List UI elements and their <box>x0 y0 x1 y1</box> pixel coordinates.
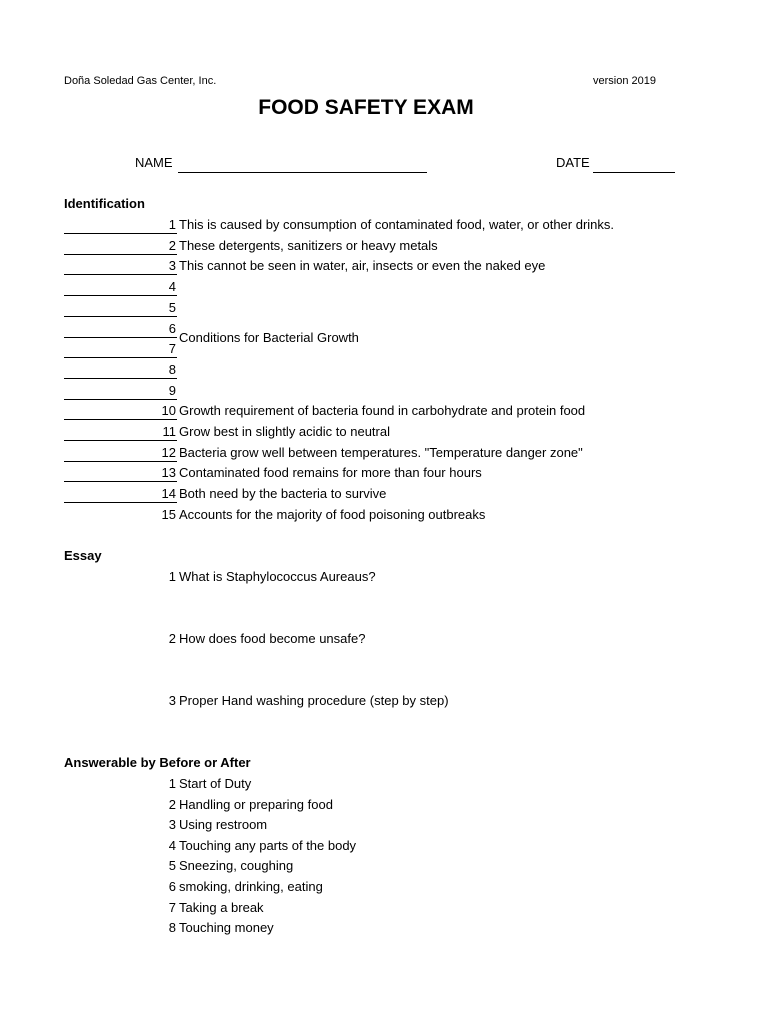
before-after-number: 7 <box>168 899 176 915</box>
item-text: Bacteria grow well between temperatures. "Temperature danger zone" <box>179 444 583 460</box>
name-label: NAME <box>135 155 173 170</box>
name-field[interactable] <box>178 172 427 173</box>
item-text: These detergents, sanitizers or heavy metals <box>179 237 438 253</box>
essay-question: How does food become unsafe? <box>179 631 366 646</box>
before-after-item: Using restroom <box>179 817 268 833</box>
essay-question: What is Staphylococcus Aureaus? <box>179 569 376 584</box>
answer-blank[interactable] <box>64 233 177 234</box>
before-after-number: 8 <box>168 920 176 936</box>
item-text: This is caused by consumption of contaminated food, water, or other drinks. <box>179 217 615 232</box>
version-label: version 2019 <box>593 75 656 87</box>
bacterial-growth-group-label: Conditions for Bacterial Growth <box>179 330 359 345</box>
answer-blank[interactable] <box>64 295 177 296</box>
answer-blank[interactable] <box>64 481 177 482</box>
before-after-number: 5 <box>168 858 176 874</box>
identification-item <box>0 360 768 380</box>
item-text: Growth requirement of bacteria found in carbohydrate and protein food <box>179 403 586 419</box>
before-after-item: Handling or preparing food <box>179 796 333 812</box>
answer-blank[interactable] <box>64 419 177 420</box>
item-text: This cannot be seen in water, air, insects or even the naked eye <box>179 258 546 274</box>
before-after-number: 6 <box>168 879 176 894</box>
item-number: 2 <box>168 237 176 253</box>
answer-blank[interactable] <box>64 440 177 441</box>
answer-blank[interactable] <box>64 316 177 317</box>
essay-number: 2 <box>168 631 176 646</box>
identification-item <box>0 443 768 463</box>
identification-item <box>0 256 768 276</box>
before-after-item: Touching any parts of the body <box>179 837 357 853</box>
essay-number: 1 <box>168 569 176 584</box>
item-number: 14 <box>161 486 176 502</box>
item-number: 11 <box>162 424 176 439</box>
before-after-number: 4 <box>168 837 176 853</box>
item-number: 15 <box>161 506 176 522</box>
answer-blank[interactable] <box>64 357 177 358</box>
answer-blank[interactable] <box>64 502 177 503</box>
identification-item <box>0 484 768 504</box>
identification-item <box>0 463 768 483</box>
identification-item <box>0 505 768 525</box>
date-field[interactable] <box>593 172 675 173</box>
answer-blank[interactable] <box>64 337 177 338</box>
identification-item <box>0 422 768 442</box>
date-label: DATE <box>556 155 590 170</box>
identification-item <box>0 381 768 401</box>
company-name: Doña Soledad Gas Center, Inc. <box>64 75 217 87</box>
before-after-number: 2 <box>168 796 176 812</box>
item-text: Contaminated food remains for more than four hours <box>179 465 482 481</box>
item-number: 4 <box>168 279 176 295</box>
before-after-item: smoking, drinking, eating <box>179 879 323 894</box>
identification-heading: Identification <box>64 196 145 211</box>
before-after-item: Taking a break <box>179 899 264 915</box>
answer-blank[interactable] <box>64 399 177 400</box>
item-number: 9 <box>168 382 176 398</box>
answer-blank[interactable] <box>64 254 177 255</box>
essay-heading: Essay <box>64 548 102 563</box>
page-title: FOOD SAFETY EXAM <box>258 96 474 119</box>
item-number: 1 <box>168 217 176 232</box>
item-text: Accounts for the majority of food poisoning outbreaks <box>179 506 486 522</box>
identification-item <box>0 401 768 421</box>
essay-number: 3 <box>168 693 176 708</box>
essay-question: Proper Hand washing procedure (step by step) <box>179 693 449 708</box>
item-number: 6 <box>168 320 176 336</box>
before-after-item: Sneezing, coughing <box>179 858 294 874</box>
identification-item <box>0 339 768 359</box>
item-number: 3 <box>168 258 176 274</box>
item-number: 13 <box>161 465 176 481</box>
item-number: 5 <box>168 299 176 315</box>
before-after-number: 1 <box>168 776 176 791</box>
item-number: 12 <box>161 444 176 460</box>
before-after-heading: Answerable by Before or After <box>64 755 251 770</box>
identification-item <box>0 319 768 339</box>
item-number: 7 <box>168 341 176 357</box>
before-after-number: 3 <box>168 817 176 833</box>
identification-item <box>0 277 768 297</box>
identification-item <box>0 298 768 318</box>
before-after-item: Start of Duty <box>179 776 252 791</box>
identification-item <box>0 236 768 256</box>
identification-item <box>0 215 768 235</box>
answer-blank[interactable] <box>64 378 177 379</box>
answer-blank[interactable] <box>64 274 177 275</box>
item-text: Grow best in slightly acidic to neutral <box>179 424 390 439</box>
answer-blank[interactable] <box>64 461 177 462</box>
item-number: 10 <box>161 403 176 419</box>
item-number: 8 <box>168 361 176 377</box>
before-after-item: Touching money <box>179 920 274 936</box>
item-text: Both need by the bacteria to survive <box>179 486 387 502</box>
